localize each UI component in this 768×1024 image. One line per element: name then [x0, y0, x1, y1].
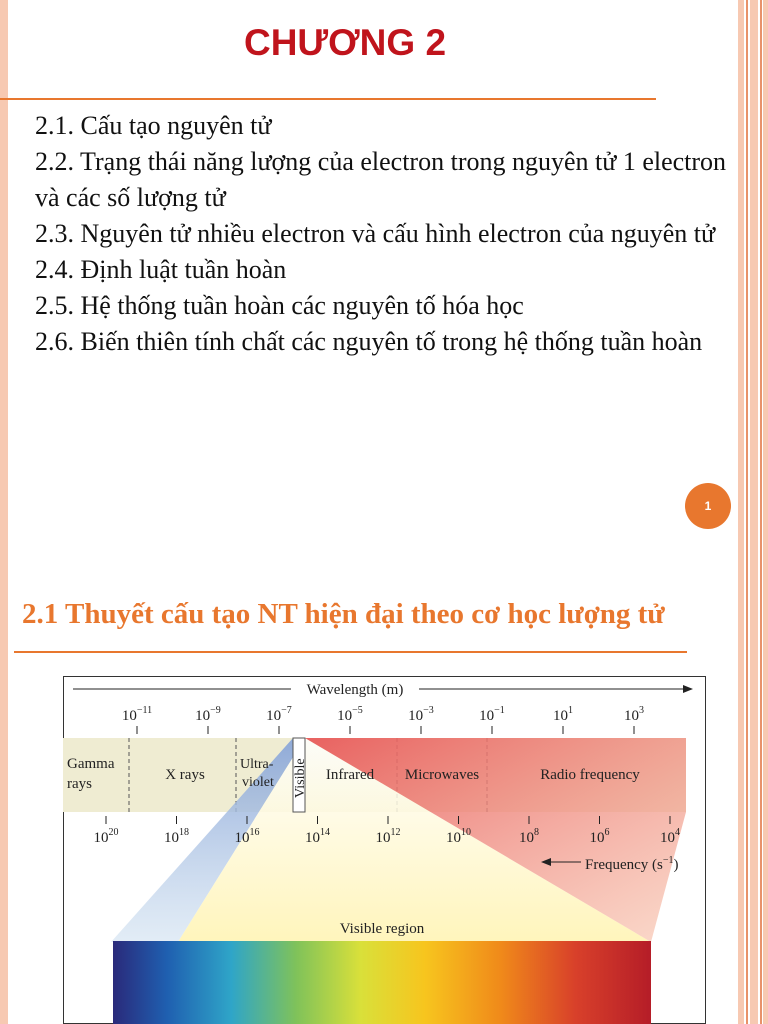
- outline-item: 2.3. Nguyên tử nhiều electron và cấu hình electron của nguyên tử: [35, 219, 716, 248]
- heading-divider: [14, 651, 687, 653]
- frequency-axis-label: Frequency $(s^{-1})$: [585, 855, 679, 873]
- electromagnetic-spectrum-figure: [63, 676, 706, 1024]
- frequency-tick-label: $10^{20}$: [93, 827, 119, 846]
- frequency-tick-label: $10^{12}$: [375, 827, 401, 846]
- frequency-tick-label: $10^4$: [660, 827, 680, 846]
- chapter-outline: [35, 108, 745, 360]
- region-label-infrared: Infrared: [325, 767, 375, 783]
- outline-item: 2.1. Cấu tạo nguyên tử: [35, 111, 272, 140]
- region-label-microwaves: Microwaves: [404, 767, 480, 783]
- frequency-tick-label: $10^8$: [519, 827, 539, 846]
- wavelength-axis-label: Wavelength (m): [306, 682, 404, 698]
- wavelength-tick-label: $10^3$: [624, 705, 644, 724]
- visible-spectrum-bar: [113, 941, 651, 1024]
- region-label-radio: Radio frequency: [540, 767, 640, 783]
- wavelength-tick-label: $10^1$: [553, 705, 573, 724]
- wavelength-tick-label: $10^{-1}$: [479, 705, 505, 724]
- frequency-tick-label: $10^{16}$: [234, 827, 260, 846]
- section-heading: 2.1 Thuyết cấu tạo NT hiện đại theo cơ học lượng tử: [22, 598, 665, 630]
- wavelength-tick-label: $10^{-11}$: [121, 705, 153, 724]
- visible-region-label: Visible region: [339, 921, 425, 937]
- region-label-violet: violet: [242, 775, 274, 790]
- frequency-tick-label: $10^{18}$: [164, 827, 189, 846]
- page-number-badge: 1: [685, 483, 731, 529]
- frequency-tick-label: $10^6$: [589, 827, 610, 846]
- wavelength-tick-label: $10^{-3}$: [408, 705, 434, 724]
- region-label-gamma: Gamma: [67, 756, 115, 772]
- left-frame-bar: [0, 0, 8, 1024]
- slide-title: CHƯƠNG 2: [243, 22, 447, 63]
- outline-item: 2.2. Trạng thái năng lượng của electron trong nguyên tử 1 electron và các số lượng tử: [35, 147, 727, 212]
- frequency-tick-label: $10^{10}$: [446, 827, 471, 846]
- wavelength-tick-label: $10^{-9}$: [195, 705, 221, 724]
- region-label-xrays: X rays: [165, 767, 205, 783]
- region-label-gamma-rays: rays: [67, 776, 92, 792]
- wavelength-tick-label: $10^{-5}$: [337, 705, 363, 724]
- outline-item: 2.6. Biến thiên tính chất các nguyên tố trong hệ thống tuần hoàn: [35, 327, 703, 356]
- wavelength-tick-label: $10^{-7}$: [266, 705, 292, 724]
- frequency-tick-label: $10^{14}$: [305, 827, 330, 846]
- region-label-visible: Visible: [293, 758, 308, 798]
- region-label-ultra: Ultra-: [240, 757, 274, 772]
- outline-item: 2.4. Định luật tuần hoàn: [35, 255, 287, 284]
- title-divider: [0, 98, 656, 100]
- outline-item: 2.5. Hệ thống tuần hoàn các nguyên tố hóa học: [35, 291, 524, 320]
